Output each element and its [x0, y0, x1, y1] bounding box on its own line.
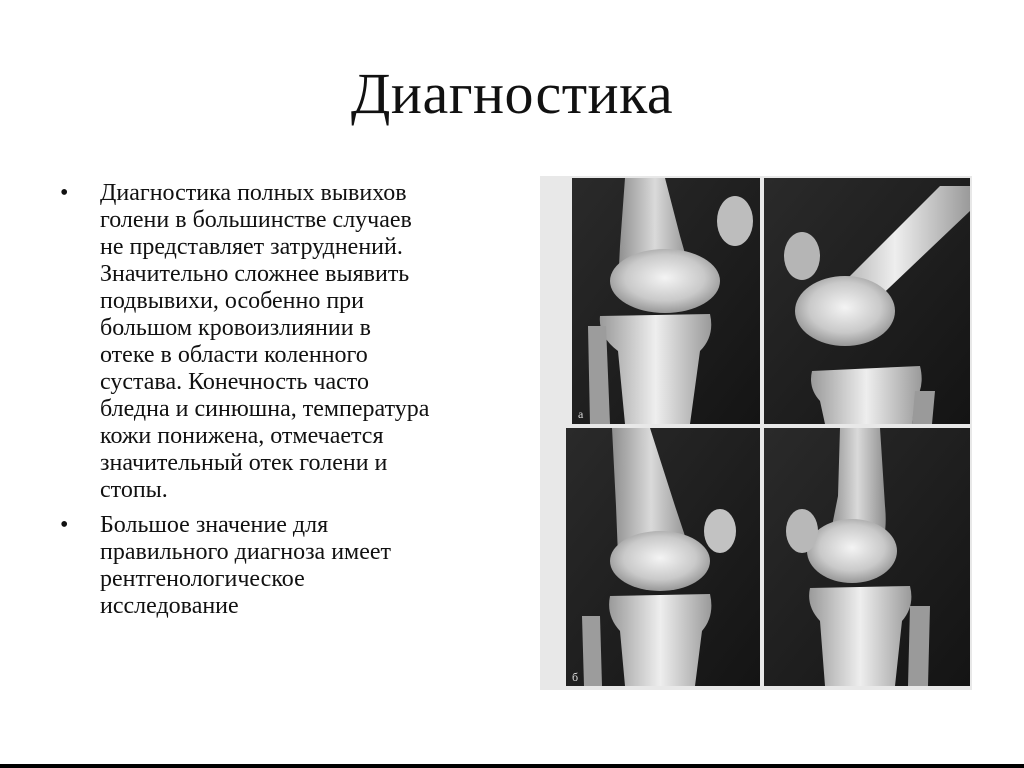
- xray-image-top-right: [764, 178, 970, 424]
- slide-title: Диагностика: [350, 61, 674, 126]
- bullet-text: Большое значение для правильного диагноза имеет рентгенологическое исследование: [100, 512, 392, 619]
- bullet-item: [58, 512, 498, 620]
- bullet-text: Диагностика полных вывихов голени в большинстве случаев не представляет затруднений. Значительно сложнее выявить подвывихи, особенно при большом кровоизлиянии в отеке в области коленного сустава. Конечность часто бледна и синюшна, температура кожи понижена, отмечается значительный отек голени и стопы.: [100, 180, 430, 503]
- figure-label-a: а: [578, 407, 584, 421]
- xray-image-bottom-left: [566, 428, 760, 686]
- bullet-mark: •: [60, 180, 69, 206]
- knee-xray-figure: [540, 176, 972, 690]
- slide-body: [58, 180, 498, 628]
- bullet-item: [58, 180, 498, 504]
- xray-image-top-left: [572, 178, 760, 424]
- xray-image-bottom-right: [764, 428, 970, 686]
- figure-label-b: б: [572, 670, 579, 684]
- bullet-mark: •: [60, 512, 69, 538]
- slide-bottom-border: [0, 764, 1024, 768]
